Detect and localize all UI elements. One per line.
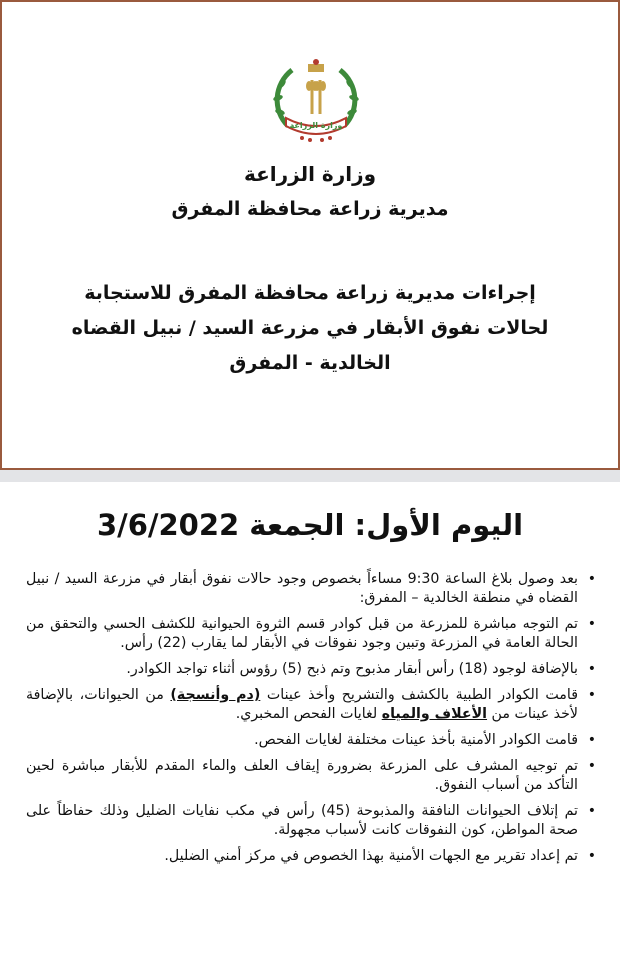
header-card (0, 0, 620, 470)
list-item (26, 570, 578, 608)
list-item (26, 615, 578, 653)
title-line-3: الخالدية - المفرق (229, 352, 391, 374)
actions-list (26, 570, 600, 873)
item-text: بعد وصول بلاغ الساعة 9:30 مساءاً بخصوص وجود حالات نفوق أبقار في مزرعة السيد / نبيل القضاه في منطقة الخالدية – المفرق: (26, 571, 578, 606)
list-item (26, 847, 578, 866)
directorate-name: مديرية زراعة محافظة المفرق (171, 198, 449, 220)
logo-ribbon-text: وزارة الزراعة (289, 121, 343, 130)
report-card (0, 482, 620, 960)
title-line-2: لحالات نفوق الأبقار في مزرعة السيد / نبيل القضاه (71, 317, 549, 339)
title-line-1: إجراءات مديرية زراعة محافظة المفرق للاستجابة (84, 282, 536, 304)
list-item (26, 802, 578, 840)
item-text: تم إعداد تقرير مع الجهات الأمنية بهذا الخصوص في مركز أمني الضليل. (164, 848, 578, 864)
page-separator (0, 470, 620, 482)
list-item (26, 660, 578, 679)
item-emphasis: الأعلاف والمياه (381, 706, 488, 722)
item-text: تم توجيه المشرف على المزرعة بضرورة إيقاف العلف والماء المقدم للأبقار مباشرة لحين التأكد من أسباب النفوق. (26, 758, 578, 793)
item-text: لغايات الفحص المخبري. (235, 706, 382, 722)
item-text: من الحيوانات، بالإضافة لأخذ عينات من (26, 687, 578, 722)
list-item (26, 731, 578, 750)
list-item (26, 757, 578, 795)
ministry-name: وزارة الزراعة (243, 162, 377, 186)
ministry-logo-icon (268, 54, 364, 144)
item-text: تم التوجه مباشرة للمزرعة من قبل كوادر قسم الثروة الحيوانية للكشف الحسي والتحقق من الحالة العامة في المزرعة وتبين وجود نفوقات في الأبقار لما يقارب (22) رأس. (26, 616, 578, 651)
item-text: بالإضافة لوجود (18) رأس أبقار مذبوح وتم ذبح (5) رؤوس أثناء تواجد الكوادر. (126, 661, 578, 677)
item-emphasis: (دم وأنسجة) (170, 687, 261, 703)
list-item (26, 686, 578, 724)
item-text: قامت الكوادر الطبية بالكشف والتشريح وأخذ عينات (260, 687, 578, 703)
item-text: قامت الكوادر الأمنية بأخذ عينات مختلفة لغايات الفحص. (254, 732, 578, 748)
day-heading: اليوم الأول: الجمعة 3/6/2022 (96, 508, 524, 542)
item-text: تم إتلاف الحيوانات النافقة والمذبوحة (45) رأس في مكب نفايات الضليل وذلك حفاظاً على صحة المواطن، كون النفوقات كانت لأسباب مجهولة. (26, 803, 578, 838)
